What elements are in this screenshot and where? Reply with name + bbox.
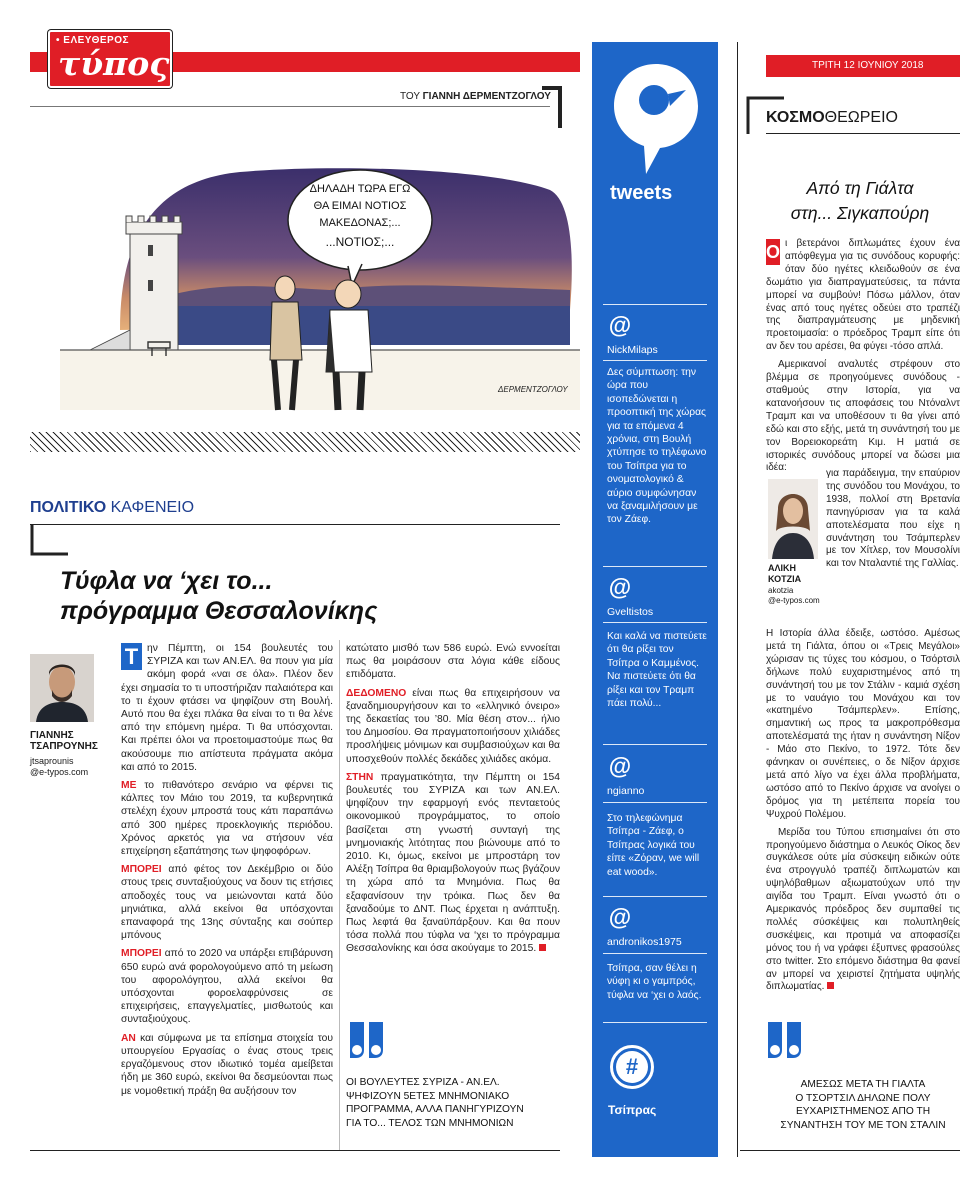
article-paragraph-6 (346, 642, 560, 682)
headline-line-1: Τύφλα να ‘χει το... (60, 567, 273, 595)
right-headline (760, 176, 960, 226)
author-email-domain: @e-typos.com (30, 767, 89, 777)
tweet-handle-4[interactable]: andronikos1975 (607, 936, 682, 948)
left-pullquote-line-4: ΓΙΑ ΤΟ... ΤΕΛΟΣ ΤΩΝ ΜΝΗΜΟΝΙΩΝ (346, 1117, 514, 1129)
article-p7-text: είναι πως θα επιχειρήσουν να ξαναδημιουργήσουν και το «ελληνικό όνειρο» της δεκαετίας του ’80. Μία θέση στον... ήλιο του Δημοσίου. Θα πραγματοποιήσουν χιλιάδες προσλήψεις μόνιμων και συμβασιούχων και θα υποσχεθούν πολλές δεκάδες χιλιάδες ακόμα. (346, 687, 560, 765)
article-p8-lead: ΣΤΗΝ (346, 771, 374, 783)
logo-tagline: • ΕΛΕΥΘΕΡΟΣ (56, 35, 129, 46)
tweet-rule-9 (603, 1022, 707, 1023)
right-quote-marks-icon (766, 1020, 804, 1060)
right-pullquote-line-1: ΑΜΕΣΩΣ ΜΕΤΑ ΤΗ ΓΙΑΛΤΑ (800, 1079, 926, 1090)
article-p6-text: κατώτατο μισθό των 586 ευρώ. Ενώ εννοείται πως θα μοιράσουν στα λόγια κάθε είδους επιδόματα. (346, 643, 560, 681)
columnist-portrait-icon (768, 479, 818, 559)
tweets-title: tweets (610, 182, 673, 204)
bubble-line-1: ΔΗΛΑΔΗ ΤΩΡΑ ΕΓΩ (309, 183, 411, 195)
cartoonist-byline (400, 91, 551, 102)
article-column-2 (346, 642, 560, 961)
right-paragraph-2-side (826, 468, 960, 571)
tweet-rule-7 (603, 896, 707, 897)
article-p4-lead: ΜΠΟΡΕΙ (121, 948, 162, 960)
right-p2-bottom-text: Η Ιστορία άλλα έδειξε, ωστόσο. Αμέσως μετά τη Γιάλτα, όπου οι «Τρεις Μεγάλοι» χώρισαν τις τύχες του κόσμου, ο Τσόρτσιλ δήλωνε πολύ ευχαριστημένος από τη συνάντησή του με τον Στάλιν - καμιά σχέση με το ναυάγιο του Μονάχου και τον «κατημένο Τσάμπερλεν». Επίσης, σημαντική ως προς τα μακροπρόθεσμα αποτελέσματά της ήταν η συνάντηση Νίξον - Μάο στο Πεκίνο, το 1972. Τότε δεν φάνηκαν οι συνέπειες, ο δε Νίξον άρχισε μετά από λίγο να έχει άλλα προβλήματα, ωστόσο από το Πεκίνο άρχισε να ανοίγει ο δρόμος για τη μετέπειτα πορεία του Ψυχρού Πολέμου. (766, 628, 960, 820)
tweet-text-2: Και καλά να πιστεύετε ότι θα ρίξει τον Τσίπρα ο Καμμένος. Να πιστεύετε ότι θα ρίξει και τον Τραμπ πάει πολύ... (607, 631, 707, 710)
columnist-first-name: ΑΛΙΚΗ (768, 563, 797, 573)
right-section-hook-icon (746, 96, 786, 136)
author-handle: jtsaprounis (30, 756, 74, 766)
hatched-divider (30, 432, 580, 452)
right-pullquote-line-2: Ο ΤΣΟΡΤΣΙΛ ΔΗΛΩΝΕ ΠΟΛΥ (795, 1092, 931, 1104)
article-end-mark (539, 944, 546, 951)
author-name (30, 730, 98, 752)
right-pullquote (766, 1078, 960, 1132)
right-pullquote-line-4: ΣΥΝΑΝΤΗΣΗ ΤΟΥ ΜΕ ΤΟΝ ΣΤΑΛΙΝ (780, 1119, 946, 1131)
columnist-name (768, 563, 801, 584)
tweet-rule-5 (603, 744, 707, 745)
article-p1-text: ην Πέμπτη, οι 154 βουλευτές του ΣΥΡΙΖΑ και των ΑΝ.ΕΛ. θα πουν για μία ακόμη φορά «ναι σε όλα». Πλέον δεν έχει σημασία το τι υποστήριζαν παλαιότερα και το τι έχουν φτάσει να ψηφίζουν στη Βουλή. Αυτό που θα έχει πλάκα θα είναι το τι θα λένε από την επόμενη ημέρα. Τι θα υπόσχονται. Και πρέπει όλοι να προετοιμαστούμε πως θα ακούσουμε πιο απίστευτα πράγματα ακόμα και από το 2015. (121, 643, 333, 773)
at-icon: @ (608, 753, 632, 779)
article-p7-lead: ΔΕΔΟΜΕΝΟ (346, 687, 407, 699)
right-p1-text: ι βετεράνοι διπλωμάτες έχουν ένα απόφθεγμα για τις συνόδους κορυφής: όταν δύο ηγέτες κλειδωθούν σε ένα δωμάτιο για διαπραγματεύσεις, τα πάντα μπορεί να συμβούν! Πόσω μάλλον, όταν ένας από τους ηγέτες οδεύει στο τραπέζι της διαπραγμάτευσης με μηδενική προετοιμασία: ο πρόεδρος Τραμπ είπε ότι αν δεν του αρέσει, θα φύγει -τόσο απλά. (766, 238, 960, 353)
article-paragraph-3 (121, 863, 333, 942)
author-contact[interactable] (30, 756, 88, 778)
article-p5-lead: ΑΝ (121, 1032, 136, 1044)
right-column-divider (737, 42, 738, 1157)
bubble-line-2: ΘΑ ΕΙΜΑΙ ΝΟΤΙΟΣ (313, 200, 407, 212)
right-headline-line-2: στη... Σιγκαπούρη (790, 203, 930, 223)
newspaper-logo[interactable] (48, 30, 172, 88)
right-article-bottom (766, 628, 960, 999)
columnist-handle: akotzia (768, 586, 794, 595)
article-p3-text: από φέτος τον Δεκέμβριο οι δύο στους τρεις συνταξιούχους να δουν τις ετήσιες αποδοχές τους να μειώνονται κατά δύο μηνιάτικα, αλλά εκείνοι θα υπόσχονται επαναφορά της 13ης σύνταξης και σούπερ μπόνους (121, 864, 333, 942)
right-article-side (826, 468, 960, 576)
author-first-name: ΓΙΑΝΝΗΣ (30, 730, 74, 741)
right-headline-line-1: Από τη Γιάλτα (806, 178, 914, 198)
right-article-end-mark (827, 982, 834, 989)
hashtag-label[interactable]: Τσίπρας (608, 1103, 657, 1117)
at-icon: @ (608, 904, 632, 930)
columnist-contact[interactable] (768, 586, 820, 606)
bubble-line-3: ΜΑΚΕΔΟΝΑΣ;... (319, 217, 401, 229)
left-pullquote-line-1: ΟΙ ΒΟΥΛΕΥΤΕΣ ΣΥΡΙΖΑ - ΑΝ.ΕΛ. (346, 1077, 500, 1088)
author-last-name: ΤΣΑΠΡΟΥΝΗΣ (30, 741, 98, 752)
columnist-email-domain: @e-typos.com (768, 596, 820, 605)
hashtag-icon: # (616, 1051, 648, 1083)
headline-line-2: πρόγραμμα Θεσσαλονίκης (60, 597, 378, 625)
right-p2-side-text: για παράδειγμα, την επαύριον της συνόδου του Μονάχου, το 1938, πολλοί στη Βρετανία πανηγύρισαν για τα καλά αποτελέσματα που είχε η συνάντηση του Τσάμπερλεν με τον Χίτλερ, τον Μουσολίνι και τον Νταλαντιέ της Γαλλίας. (826, 468, 960, 570)
article-p5-text: και σύμφωνα με τα επίσημα στοιχεία του υπουργείου Εργασίας ο ένας στους τρεις εργαζόμενους στον ιδιωτικό τομέα αμείβεται ήδη με 360 ευρώ, εκείνοι θα δεσμεύονται πως με νομοθετική πράξη θα αυξήσουν τον (121, 1032, 333, 1097)
page-bottom-rule (30, 1150, 560, 1151)
right-section-bold: ΚΟΣΜΟ (766, 109, 825, 126)
at-icon: @ (608, 312, 632, 338)
author-portrait-icon (30, 654, 94, 722)
author-photo (30, 654, 94, 722)
right-article-top (766, 238, 960, 480)
tweet-handle-1[interactable]: NickMilaps (607, 344, 658, 356)
date-bar: ΤΡΙΤΗ 12 ΙΟΥΝΙΟΥ 2018 (766, 55, 960, 77)
right-pullquote-line-3: ΕΥΧΑΡΙΣΤΗΜΕΝΟΣ ΑΠΟ ΤΗ (795, 1106, 931, 1117)
right-paragraph-2-bottom (766, 628, 960, 822)
tweet-handle-2[interactable]: Gveltistos (607, 606, 654, 618)
right-p2-top-text: Αμερικανοί αναλυτές στρέφουν στο βλέμμα σε προηγούμενες συνόδους - σταθμούς στην Ιστορία, για να κατανοήσουν τις αποφάσεις του Ντόναλντ Τραμπ και να υποθέσουν τι θα γίνει από εδώ και στο εξής, μετά τη συνάντησή του με τον Βορειοκορεάτη Κιμ. Η ματιά σε ιστορικές συνόδους μπορεί να δώσει μια ιδέα: (766, 359, 960, 474)
article-p8-text: πραγματικότητα, την Πέμπτη οι 154 βουλευτές του ΣΥΡΙΖΑ και των ΑΝ.ΕΛ. ψηφίζουν την εφαρμογή ενός πενταετούς οικονομικού προγράμματος, το οποίο βασίζεται στη γνωστή συνταγή της μνημονιακής λιτότητας που βιώνουμε από το 2010. Κι, όμως, εκείνοι με μπροστάρη τον Αλέξη Τσίπρα θα θριαμβολογούν πως βγάζουν τη χώρα από τα Μνημόνια. Πως θα εξαφανίσουν την τρόικα. Πως δεν θα ξαναδούμε το ΔΝΤ. Πως έρχεται η ανάπτυξη. Πως λεφτά θα ξαναϋπάρξουν. Και θα πουν τόσα πολλά που τύφλα να ‘χει το πρόγραμμα Θεσσαλονίκης και όσα ακούγαμε το 2015. (346, 771, 560, 955)
tweet-bird-icon (610, 60, 702, 178)
political-cartoon (30, 110, 580, 436)
bubble-line-4: ...ΝΟΤΙΟΣ;... (325, 235, 395, 249)
at-icon: @ (608, 574, 632, 600)
byline-prefix: ΤΟΥ (400, 91, 420, 102)
tweet-rule-1 (603, 304, 707, 305)
article-paragraph-1 (121, 642, 333, 774)
right-bottom-rule (740, 1150, 960, 1151)
right-dropcap: Ο (766, 239, 780, 265)
tweet-rule-6 (603, 802, 707, 803)
tweet-text-3: Στο τηλεφώνημα Τσίπρα - Ζάεφ, ο Τσίπρας λογικά του είπε «Ζόραν, we will eat wood». (607, 813, 700, 878)
article-paragraph-2 (121, 779, 333, 858)
left-pullquote-line-3: ΠΡΟΓΡΑΜΜΑ, ΑΛΛΑ ΠΑΝΗΓΥΡΙΖΟΥΝ (346, 1104, 524, 1115)
byline-name: ΓΙΑΝΝΗ ΔΕΡΜΕΝΤΖΟΓΛΟΥ (422, 91, 551, 102)
article-column-divider (339, 640, 340, 1150)
right-paragraph-1 (766, 238, 960, 354)
tweet-rule-2 (603, 360, 707, 361)
tweet-rule-8 (603, 953, 707, 954)
article-p2-text: το πιθανότερο σενάριο να φέρνει τις κάλπες τον Μάιο του 2019, τα κυβερνητικά στελέχη έχουν μπροστά τους κάτι παραπάνω από 300 ημέρες προεκλογικής περιόδου. Χρόνος αρκετός για να στήσουν νέα επιχείρηση εξαπάτησης των ψηφοφόρων. (121, 780, 333, 858)
columnist-last-name: ΚΟΤΖΙΑ (768, 573, 802, 584)
article-paragraph-8 (346, 771, 560, 956)
article-headline (60, 566, 560, 626)
article-dropcap: Τ (121, 643, 142, 670)
right-paragraph-2 (766, 359, 960, 475)
right-section-rule (766, 133, 960, 134)
right-section-rest: ΘΕΩΡΕΙΟ (824, 109, 898, 126)
article-paragraph-7 (346, 687, 560, 766)
section-hook-icon (30, 524, 70, 556)
article-paragraph-5 (121, 1032, 333, 1098)
cartoonist-signature: ΔΕΡΜΕΝΤΖΟΓΛΟΥ (498, 385, 568, 394)
section-label-rest: ΚΑΦΕΝΕΙΟ (106, 499, 195, 516)
article-column-1 (121, 642, 333, 1103)
masthead-rule (30, 106, 550, 107)
tweet-rule-4 (603, 622, 707, 623)
columnist-photo (768, 479, 818, 559)
tweet-handle-3[interactable]: ngianno (607, 785, 645, 797)
left-pullquote (346, 1076, 560, 1130)
article-p3-lead: ΜΠΟΡΕΙ (121, 864, 162, 876)
right-p3-text: Μερίδα του Τύπου επισημαίνει ότι στο προηγούμενο διάστημα ο Λευκός Οίκος δεν συγκάλεσε ούτε μία σύσκεψη ειδικών ούτε ένα στρογγυλό τραπέζι διπλωματών και υψηλόβαθμων αξιωματούχων υπό την αιγίδα του Τραμπ. Είναι γνωστό ότι ο Αμερικανός πρόεδρος δεν συμπαθεί τις πολλές σύσκέψεις και πολυπληθείς συσκέψεις, και προτιμά να αποφασίζει μόνος του ή να γράφει έξυπνες φρασούλες στο twitter. Στο επόμενο διάστημα θα φανεί αν μπορεί να χειριστεί ζητήματα υψηλής διπλωματίας. (766, 826, 960, 993)
tweet-text-1: Δες σύμπτωση: την ώρα που ισοπεδώνεται η προοπτική της χώρας για τα επόμενα 4 χρόνια, στη Βουλή χτύπησε το τηλέφωνο του Τσίπρα για το ονοματολογικό & αύριο συμφώνησαν να ξαναμιλήσουν με τον Ζάεφ. (607, 367, 707, 526)
tweet-text-4: Τσίπρα, σαν θέλει η νύφη κι ο γαμπρός, τύφλα να ‘χει ο λαός. (607, 963, 702, 1001)
left-pullquote-line-2: ΨΗΦΙΖΟΥΝ 5ΕΤΕΣ ΜΝΗΜΟΝΙΑΚΟ (346, 1090, 510, 1102)
article-p4-text: από το 2020 να υπάρξει επιβάρυνση 650 ευρώ ανά φορολογούμενο από τη μείωση του αφορολόγητου, αλλά εκείνοι θα υπόσχονται φοροελαφρύνσεις σε επιχειρήσεις, επαγγελματίες, μισθωτούς και συνταξιούχους. (121, 948, 333, 1026)
article-paragraph-4 (121, 947, 333, 1026)
logo-wordmark: τύπος (58, 44, 170, 83)
section-politiko-kafeneio (30, 499, 194, 517)
article-p2-lead: ΜΕ (121, 780, 137, 792)
section-rule (30, 524, 560, 525)
section-label-bold: ΠΟΛΙΤΙΚΟ (30, 499, 107, 516)
quote-marks-icon (348, 1020, 386, 1060)
tweet-rule-3 (603, 566, 707, 567)
right-paragraph-3 (766, 827, 960, 995)
